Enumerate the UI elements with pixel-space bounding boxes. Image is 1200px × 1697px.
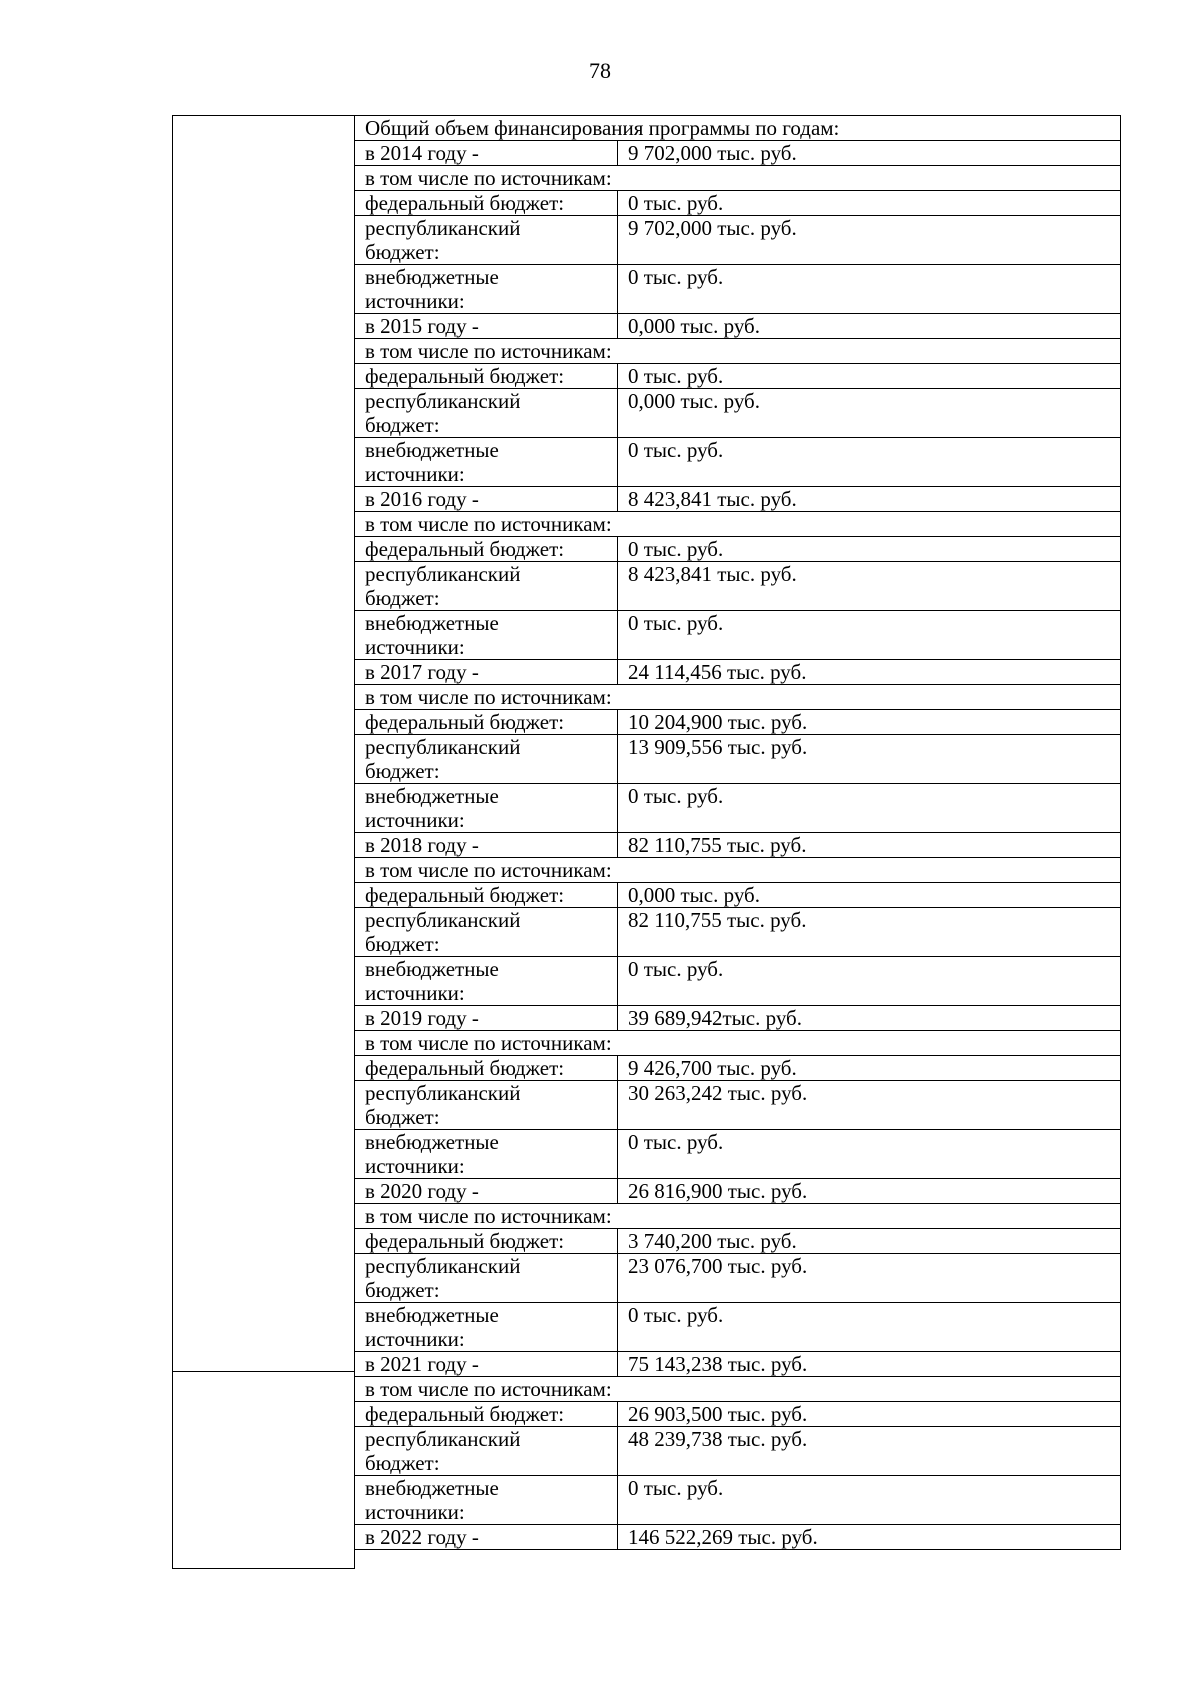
sources-caption: в том числе по источникам: bbox=[355, 858, 1121, 883]
extra-label-line: источники: bbox=[365, 981, 465, 1005]
table-row bbox=[355, 1352, 1121, 1377]
sources-caption: в том числе по источникам: bbox=[355, 512, 1121, 537]
table-row bbox=[355, 883, 1121, 908]
extra-label bbox=[355, 957, 618, 1006]
year-total: 146 522,269 тыс. руб. bbox=[618, 1525, 1121, 1550]
extra-label bbox=[355, 438, 618, 487]
republic-label-line: бюджет: bbox=[365, 240, 440, 264]
table-row bbox=[355, 908, 1121, 957]
republic-label-line: бюджет: bbox=[365, 932, 440, 956]
federal-label: федеральный бюджет: bbox=[355, 710, 618, 735]
extra-value: 0 тыс. руб. bbox=[618, 957, 1121, 1006]
extra-label-line: внебюджетные bbox=[365, 1476, 499, 1500]
extra-label-line: внебюджетные bbox=[365, 784, 499, 808]
year-label: в 2018 году - bbox=[355, 833, 618, 858]
republic-label bbox=[355, 1081, 618, 1130]
extra-label-line: источники: bbox=[365, 1154, 465, 1178]
federal-value: 0 тыс. руб. bbox=[618, 364, 1121, 389]
year-label: в 2015 году - bbox=[355, 314, 618, 339]
federal-label: федеральный бюджет: bbox=[355, 883, 618, 908]
extra-value: 0 тыс. руб. bbox=[618, 1303, 1121, 1352]
year-total: 0,000 тыс. руб. bbox=[618, 314, 1121, 339]
table-row bbox=[355, 660, 1121, 685]
federal-label: федеральный бюджет: bbox=[355, 537, 618, 562]
republic-label-line: республиканский bbox=[365, 216, 521, 240]
table-row bbox=[355, 537, 1121, 562]
extra-label-line: внебюджетные bbox=[365, 265, 499, 289]
table-row bbox=[355, 1254, 1121, 1303]
table-row bbox=[355, 1476, 1121, 1525]
republic-label bbox=[355, 1427, 618, 1476]
republic-label bbox=[355, 1254, 618, 1303]
table-row bbox=[355, 710, 1121, 735]
table-row bbox=[355, 1081, 1121, 1130]
extra-label-line: внебюджетные bbox=[365, 438, 499, 462]
extra-label-line: источники: bbox=[365, 462, 465, 486]
table-row bbox=[355, 339, 1121, 364]
republic-label bbox=[355, 735, 618, 784]
republic-label-line: республиканский bbox=[365, 908, 521, 932]
page-number: 78 bbox=[589, 58, 611, 83]
table-row bbox=[355, 364, 1121, 389]
republic-value: 8 423,841 тыс. руб. bbox=[618, 562, 1121, 611]
table-row bbox=[355, 265, 1121, 314]
republic-label-line: республиканский bbox=[365, 1254, 521, 1278]
table-row bbox=[355, 685, 1121, 710]
table-row bbox=[355, 1179, 1121, 1204]
republic-label bbox=[355, 216, 618, 265]
table-row bbox=[355, 438, 1121, 487]
republic-value: 9 702,000 тыс. руб. bbox=[618, 216, 1121, 265]
year-total: 39 689,942тыс. руб. bbox=[618, 1006, 1121, 1031]
extra-label bbox=[355, 784, 618, 833]
federal-value: 10 204,900 тыс. руб. bbox=[618, 710, 1121, 735]
table-row bbox=[355, 833, 1121, 858]
federal-value: 9 426,700 тыс. руб. bbox=[618, 1056, 1121, 1081]
table-row bbox=[355, 1031, 1121, 1056]
year-label: в 2020 году - bbox=[355, 1179, 618, 1204]
federal-label: федеральный бюджет: bbox=[355, 1056, 618, 1081]
year-label: в 2019 году - bbox=[355, 1006, 618, 1031]
republic-label bbox=[355, 908, 618, 957]
year-label: в 2022 году - bbox=[355, 1525, 618, 1550]
republic-value: 82 110,755 тыс. руб. bbox=[618, 908, 1121, 957]
republic-label-line: бюджет: bbox=[365, 1451, 440, 1475]
republic-label-line: бюджет: bbox=[365, 586, 440, 610]
extra-label-line: источники: bbox=[365, 1500, 465, 1524]
table-row bbox=[355, 1056, 1121, 1081]
table-row bbox=[355, 1377, 1121, 1402]
sources-caption: в том числе по источникам: bbox=[355, 685, 1121, 710]
federal-value: 0 тыс. руб. bbox=[618, 537, 1121, 562]
extra-label bbox=[355, 1476, 618, 1525]
financing-table bbox=[354, 115, 1121, 1550]
extra-value: 0 тыс. руб. bbox=[618, 784, 1121, 833]
year-label: в 2021 году - bbox=[355, 1352, 618, 1377]
federal-label: федеральный бюджет: bbox=[355, 1402, 618, 1427]
extra-label bbox=[355, 265, 618, 314]
extra-label-line: источники: bbox=[365, 1327, 465, 1351]
table-row bbox=[355, 1402, 1121, 1427]
table-row bbox=[355, 191, 1121, 216]
extra-label-line: внебюджетные bbox=[365, 957, 499, 981]
republic-value: 13 909,556 тыс. руб. bbox=[618, 735, 1121, 784]
federal-value: 0 тыс. руб. bbox=[618, 191, 1121, 216]
extra-value: 0 тыс. руб. bbox=[618, 438, 1121, 487]
year-total: 82 110,755 тыс. руб. bbox=[618, 833, 1121, 858]
sources-caption: в том числе по источникам: bbox=[355, 1204, 1121, 1229]
extra-label-line: источники: bbox=[365, 635, 465, 659]
federal-label: федеральный бюджет: bbox=[355, 191, 618, 216]
extra-value: 0 тыс. руб. bbox=[618, 1130, 1121, 1179]
table-row bbox=[355, 512, 1121, 537]
left-column-cell bbox=[172, 115, 355, 1372]
republic-label-line: бюджет: bbox=[365, 1105, 440, 1129]
table-row bbox=[355, 611, 1121, 660]
table-row bbox=[355, 166, 1121, 191]
republic-label-line: республиканский bbox=[365, 1427, 521, 1451]
federal-value: 0,000 тыс. руб. bbox=[618, 883, 1121, 908]
table-row bbox=[355, 141, 1121, 166]
table-row bbox=[355, 784, 1121, 833]
republic-value: 30 263,242 тыс. руб. bbox=[618, 1081, 1121, 1130]
republic-label-line: бюджет: bbox=[365, 1278, 440, 1302]
table-row bbox=[355, 562, 1121, 611]
republic-label bbox=[355, 562, 618, 611]
republic-label-line: бюджет: bbox=[365, 759, 440, 783]
federal-value: 26 903,500 тыс. руб. bbox=[618, 1402, 1121, 1427]
extra-label-line: источники: bbox=[365, 808, 465, 832]
extra-value: 0 тыс. руб. bbox=[618, 611, 1121, 660]
table-heading: Общий объем финансирования программы по годам: bbox=[355, 116, 1121, 141]
federal-label: федеральный бюджет: bbox=[355, 1229, 618, 1254]
extra-label bbox=[355, 611, 618, 660]
extra-label-line: внебюджетные bbox=[365, 611, 499, 635]
year-total: 9 702,000 тыс. руб. bbox=[618, 141, 1121, 166]
table-row bbox=[355, 1130, 1121, 1179]
republic-value: 0,000 тыс. руб. bbox=[618, 389, 1121, 438]
table-row bbox=[355, 216, 1121, 265]
republic-label-line: республиканский bbox=[365, 562, 521, 586]
table-row bbox=[355, 1427, 1121, 1476]
sources-caption: в том числе по источникам: bbox=[355, 166, 1121, 191]
extra-value: 0 тыс. руб. bbox=[618, 265, 1121, 314]
table-row bbox=[355, 487, 1121, 512]
extra-label-line: источники: bbox=[365, 289, 465, 313]
sources-caption: в том числе по источникам: bbox=[355, 1031, 1121, 1056]
extra-label bbox=[355, 1130, 618, 1179]
republic-label-line: бюджет: bbox=[365, 413, 440, 437]
table-row bbox=[355, 957, 1121, 1006]
republic-label-line: республиканский bbox=[365, 389, 521, 413]
year-label: в 2017 году - bbox=[355, 660, 618, 685]
republic-label-line: республиканский bbox=[365, 1081, 521, 1105]
year-total: 26 816,900 тыс. руб. bbox=[618, 1179, 1121, 1204]
table-row bbox=[355, 389, 1121, 438]
sources-caption: в том числе по источникам: bbox=[355, 1377, 1121, 1402]
table-row bbox=[355, 116, 1121, 141]
extra-value: 0 тыс. руб. bbox=[618, 1476, 1121, 1525]
extra-label bbox=[355, 1303, 618, 1352]
federal-label: федеральный бюджет: bbox=[355, 364, 618, 389]
table-row bbox=[355, 1006, 1121, 1031]
year-total: 24 114,456 тыс. руб. bbox=[618, 660, 1121, 685]
sources-caption: в том числе по источникам: bbox=[355, 339, 1121, 364]
extra-label-line: внебюджетные bbox=[365, 1303, 499, 1327]
year-total: 8 423,841 тыс. руб. bbox=[618, 487, 1121, 512]
table-row bbox=[355, 735, 1121, 784]
table-row bbox=[355, 1229, 1121, 1254]
republic-label-line: республиканский bbox=[365, 735, 521, 759]
extra-label-line: внебюджетные bbox=[365, 1130, 499, 1154]
year-label: в 2016 году - bbox=[355, 487, 618, 512]
table-row bbox=[355, 858, 1121, 883]
year-total: 75 143,238 тыс. руб. bbox=[618, 1352, 1121, 1377]
federal-value: 3 740,200 тыс. руб. bbox=[618, 1229, 1121, 1254]
republic-label bbox=[355, 389, 618, 438]
table-row bbox=[355, 1204, 1121, 1229]
table-row bbox=[355, 314, 1121, 339]
republic-value: 23 076,700 тыс. руб. bbox=[618, 1254, 1121, 1303]
republic-value: 48 239,738 тыс. руб. bbox=[618, 1427, 1121, 1476]
table-row bbox=[355, 1525, 1121, 1550]
left-column-cell bbox=[172, 1371, 355, 1569]
table-row bbox=[355, 1303, 1121, 1352]
year-label: в 2014 году - bbox=[355, 141, 618, 166]
